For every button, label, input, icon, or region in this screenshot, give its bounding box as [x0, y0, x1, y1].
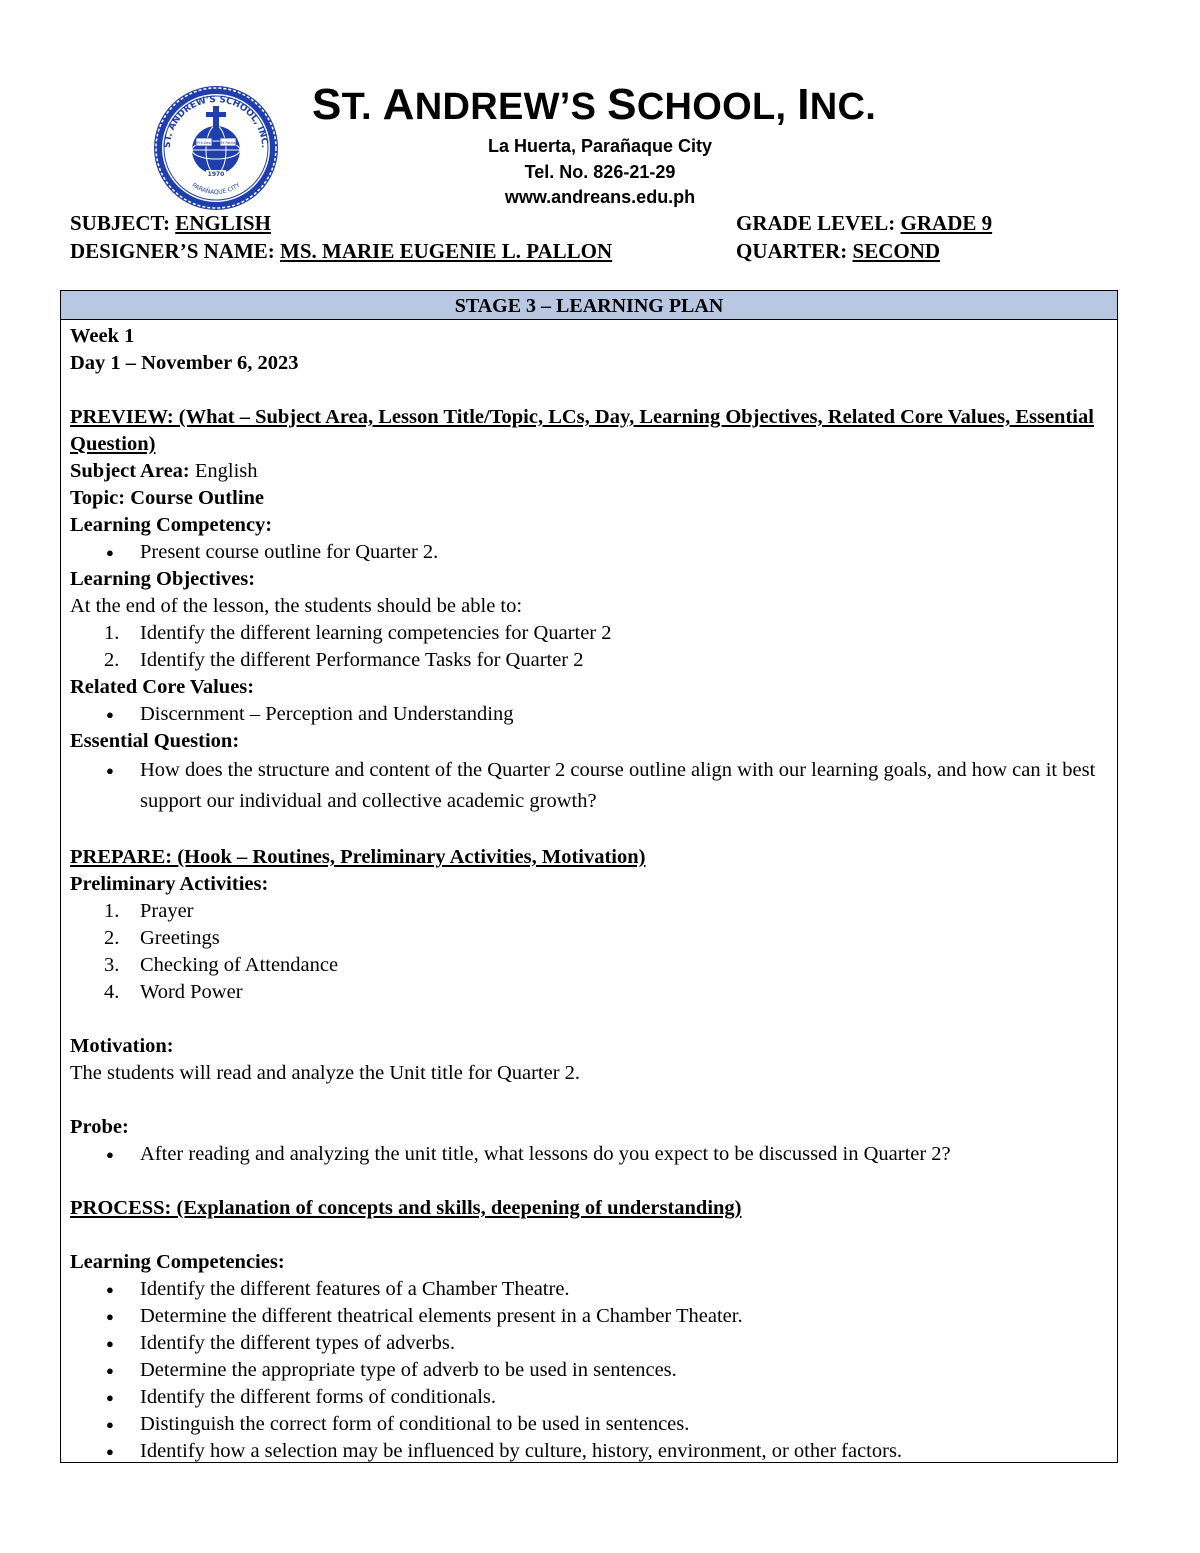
grade-level-field: GRADE LEVEL: GRADE 9 — [736, 211, 993, 235]
table-body — [61, 320, 1117, 1465]
objectives-intro: At the end of the lesson, the students should be able to: — [70, 595, 523, 617]
learning-plan-table — [60, 290, 1118, 1463]
list-item: 1. Prayer — [104, 900, 194, 922]
list-item: ● Discernment – Perception and Understanding — [70, 701, 1108, 728]
subject-field: SUBJECT: ENGLISH — [70, 211, 271, 235]
objectives-list — [70, 620, 1108, 674]
list-item: ● Identify how a selection may be influenced by culture, history, environment, or other factors. — [70, 1438, 1108, 1465]
list-item: 2. Greetings — [104, 927, 220, 949]
school-address: La Huerta, Parañaque City — [487, 136, 713, 156]
day-label: Day 1 – November 6, 2023 — [70, 352, 299, 374]
probe-list — [70, 1141, 1108, 1168]
school-seal-icon — [152, 84, 280, 212]
core-values-label: Related Core Values: — [70, 676, 255, 698]
competencies-label: Learning Competencies: — [70, 1251, 285, 1273]
probe-label: Probe: — [70, 1116, 129, 1138]
list-item: ● Identify the different types of adverbs. — [70, 1330, 1108, 1357]
seal-year: 1970 — [207, 171, 225, 178]
topic: Topic: Course Outline — [70, 487, 265, 509]
list-item: ● How does the structure and content of the Quarter 2 course outline align with our learning goals, and how can it best support our individual and collective academic growth? — [70, 755, 1108, 817]
table-header: STAGE 3 – LEARNING PLAN — [61, 291, 1117, 320]
list-item: 4. Word Power — [104, 981, 243, 1003]
subject-area: Subject Area: English — [70, 460, 258, 482]
school-website: www.andreans.edu.ph — [504, 187, 696, 207]
school-tel: Tel. No. 826-21-29 — [524, 162, 676, 182]
seal-text-top: ST. ANDREW'S SCHOOL, INC. — [162, 94, 270, 149]
seal-motto-right: Et Patria — [220, 141, 236, 145]
list-item: ● Determine the different theatrical elements present in a Chamber Theater. — [70, 1303, 1108, 1330]
list-item: ● Present course outline for Quarter 2. — [70, 539, 1108, 566]
list-item: 1. Identify the different learning competencies for Quarter 2 — [104, 622, 612, 644]
essential-question-list — [70, 755, 1108, 817]
list-item: ● Distinguish the correct form of conditional to be used in sentences. — [70, 1411, 1108, 1438]
designer-field: DESIGNER’S NAME: MS. MARIE EUGENIE L. PALLON — [70, 239, 613, 263]
motivation-label: Motivation: — [70, 1035, 174, 1057]
seal-text-bottom: PARAÑAQUE CITY — [190, 181, 242, 197]
competencies-list — [70, 1276, 1108, 1465]
list-item: ● After reading and analyzing the unit title, what lessons do you expect to be discussed in Quarter 2? — [70, 1141, 1108, 1168]
list-item: 3. Checking of Attendance — [104, 954, 339, 976]
list-item: 2. Identify the different Performance Tasks for Quarter 2 — [104, 649, 584, 671]
process-heading: PROCESS: (Explanation of concepts and skills, deepening of understanding) — [70, 1197, 742, 1219]
motivation-text: The students will read and analyze the Unit title for Quarter 2. — [70, 1062, 581, 1084]
prepare-heading: PREPARE: (Hook – Routines, Preliminary Activities, Motivation) — [70, 846, 646, 868]
core-values-list — [70, 701, 1108, 728]
preview-heading: PREVIEW: (What – Subject Area, Lesson Title/Topic, LCs, Day, Learning Objectives, Related Core Values, Essential Question) — [70, 406, 1094, 455]
list-item: ● Determine the appropriate type of adverb to be used in sentences. — [70, 1357, 1108, 1384]
essential-question-label: Essential Question: — [70, 730, 240, 752]
preliminary-label: Preliminary Activities: — [70, 873, 269, 895]
preliminary-list — [70, 898, 1108, 1006]
list-item: ● Identify the different forms of conditionals. — [70, 1384, 1108, 1411]
week-label: Week 1 — [70, 325, 135, 347]
school-name: ST. ANDREW’S SCHOOL, INC. — [312, 80, 877, 129]
seal-motto-left: Pro Deo — [197, 141, 211, 145]
competency-label: Learning Competency: — [70, 514, 273, 536]
objectives-label: Learning Objectives: — [70, 568, 256, 590]
quarter-field: QUARTER: SECOND — [736, 239, 941, 263]
competency-list — [70, 539, 1108, 566]
list-item: ● Identify the different features of a Chamber Theatre. — [70, 1276, 1108, 1303]
